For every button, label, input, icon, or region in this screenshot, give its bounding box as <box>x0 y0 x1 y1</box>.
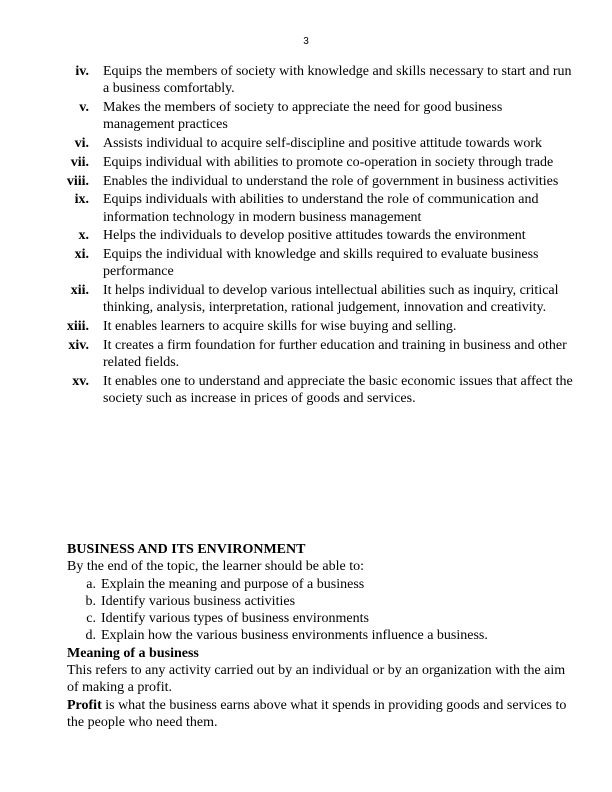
list-item-text: Equips the members of society with knowledge and skills necessary to start and run a business comfortably. <box>103 64 572 97</box>
list-item <box>56 99 576 133</box>
list-item-text: Equips individuals with abilities to understand the role of communication and information technology in modern business management <box>103 192 539 225</box>
list-item <box>56 191 576 225</box>
list-item <box>56 318 576 335</box>
profit-paragraph <box>67 697 577 732</box>
list-item <box>56 373 576 407</box>
outcomes-list <box>67 576 577 645</box>
list-item <box>56 135 576 152</box>
list-item-number: vii. <box>70 154 89 170</box>
list-item <box>56 173 576 190</box>
subheading-meaning: Meaning of a business <box>67 645 199 661</box>
list-item <box>56 246 576 280</box>
list-item-letter: c. <box>86 611 96 627</box>
list-item-text: It helps individual to develop various intellectual abilities such as inquiry, critical thinking, analysis, interpretation, rational judgement, innovation and creativity. <box>103 283 559 316</box>
profit-term: Profit <box>67 697 102 713</box>
list-item-text: Assists individual to acquire self-discipline and positive attitude towards work <box>103 136 542 151</box>
list-item-text: It enables learners to acquire skills for wise buying and selling. <box>103 319 457 335</box>
list-item <box>56 154 576 171</box>
list-item-letter: b. <box>85 593 96 609</box>
list-item-text: Helps the individuals to develop positive attitudes towards the environment <box>103 228 526 244</box>
page-number: 3 <box>303 36 309 47</box>
list-item <box>67 593 577 610</box>
list-item <box>56 337 576 371</box>
list-item-number: xiii. <box>66 319 89 335</box>
list-item-text: Explain how the various business environments influence a business. <box>101 628 488 644</box>
list-item <box>67 576 577 593</box>
list-item <box>67 610 577 627</box>
list-item-text: Identify various business activities <box>101 593 296 609</box>
list-item-number: v. <box>79 100 89 115</box>
list-item-text: Explain the meaning and purpose of a business <box>101 576 365 592</box>
list-item <box>56 227 576 244</box>
list-item-number: viii. <box>66 173 89 189</box>
list-item-number: ix. <box>74 192 89 208</box>
list-item <box>56 282 576 316</box>
list-item <box>56 63 576 97</box>
profit-definition: is what the business earns above what it spends in providing goods and services to the people who need them. <box>67 697 567 730</box>
list-item-number: xi. <box>74 247 89 263</box>
list-item-text: Equips the individual with knowledge and skills required to evaluate business performance <box>103 247 539 280</box>
section-intro: By the end of the topic, the learner should be able to: <box>67 559 365 575</box>
list-item-text: Identify various types of business environments <box>101 611 369 627</box>
list-item-letter: d. <box>85 628 96 644</box>
list-item-number: xiv. <box>68 337 89 353</box>
list-item-letter: a. <box>86 576 96 592</box>
list-item-number: x. <box>78 228 89 244</box>
list-item-text: It creates a firm foundation for further education and training in business and other related fields. <box>103 337 567 371</box>
list-item-text: It enables one to understand and appreciate the basic economic issues that affect the society such as increase in prices of goods and services. <box>103 373 573 407</box>
list-item-number: xv. <box>72 373 89 389</box>
business-environment-section <box>67 541 577 731</box>
list-item <box>67 627 577 644</box>
meaning-paragraph: This refers to any activity carried out by an individual or by an organization with the aim of making a profit. <box>67 663 566 696</box>
list-item-number: iv. <box>75 64 89 79</box>
list-item-text: Equips individual with abilities to promote co-operation in society through trade <box>103 154 554 170</box>
objectives-list <box>56 63 576 409</box>
list-item-number: xii. <box>70 283 89 299</box>
list-item-number: vi. <box>74 136 89 151</box>
list-item-text: Enables the individual to understand the role of government in business activities <box>103 173 559 189</box>
section-heading: BUSINESS AND ITS ENVIRONMENT <box>67 542 306 557</box>
list-item-text: Makes the members of society to appreciate the need for good business management practices <box>103 100 503 133</box>
